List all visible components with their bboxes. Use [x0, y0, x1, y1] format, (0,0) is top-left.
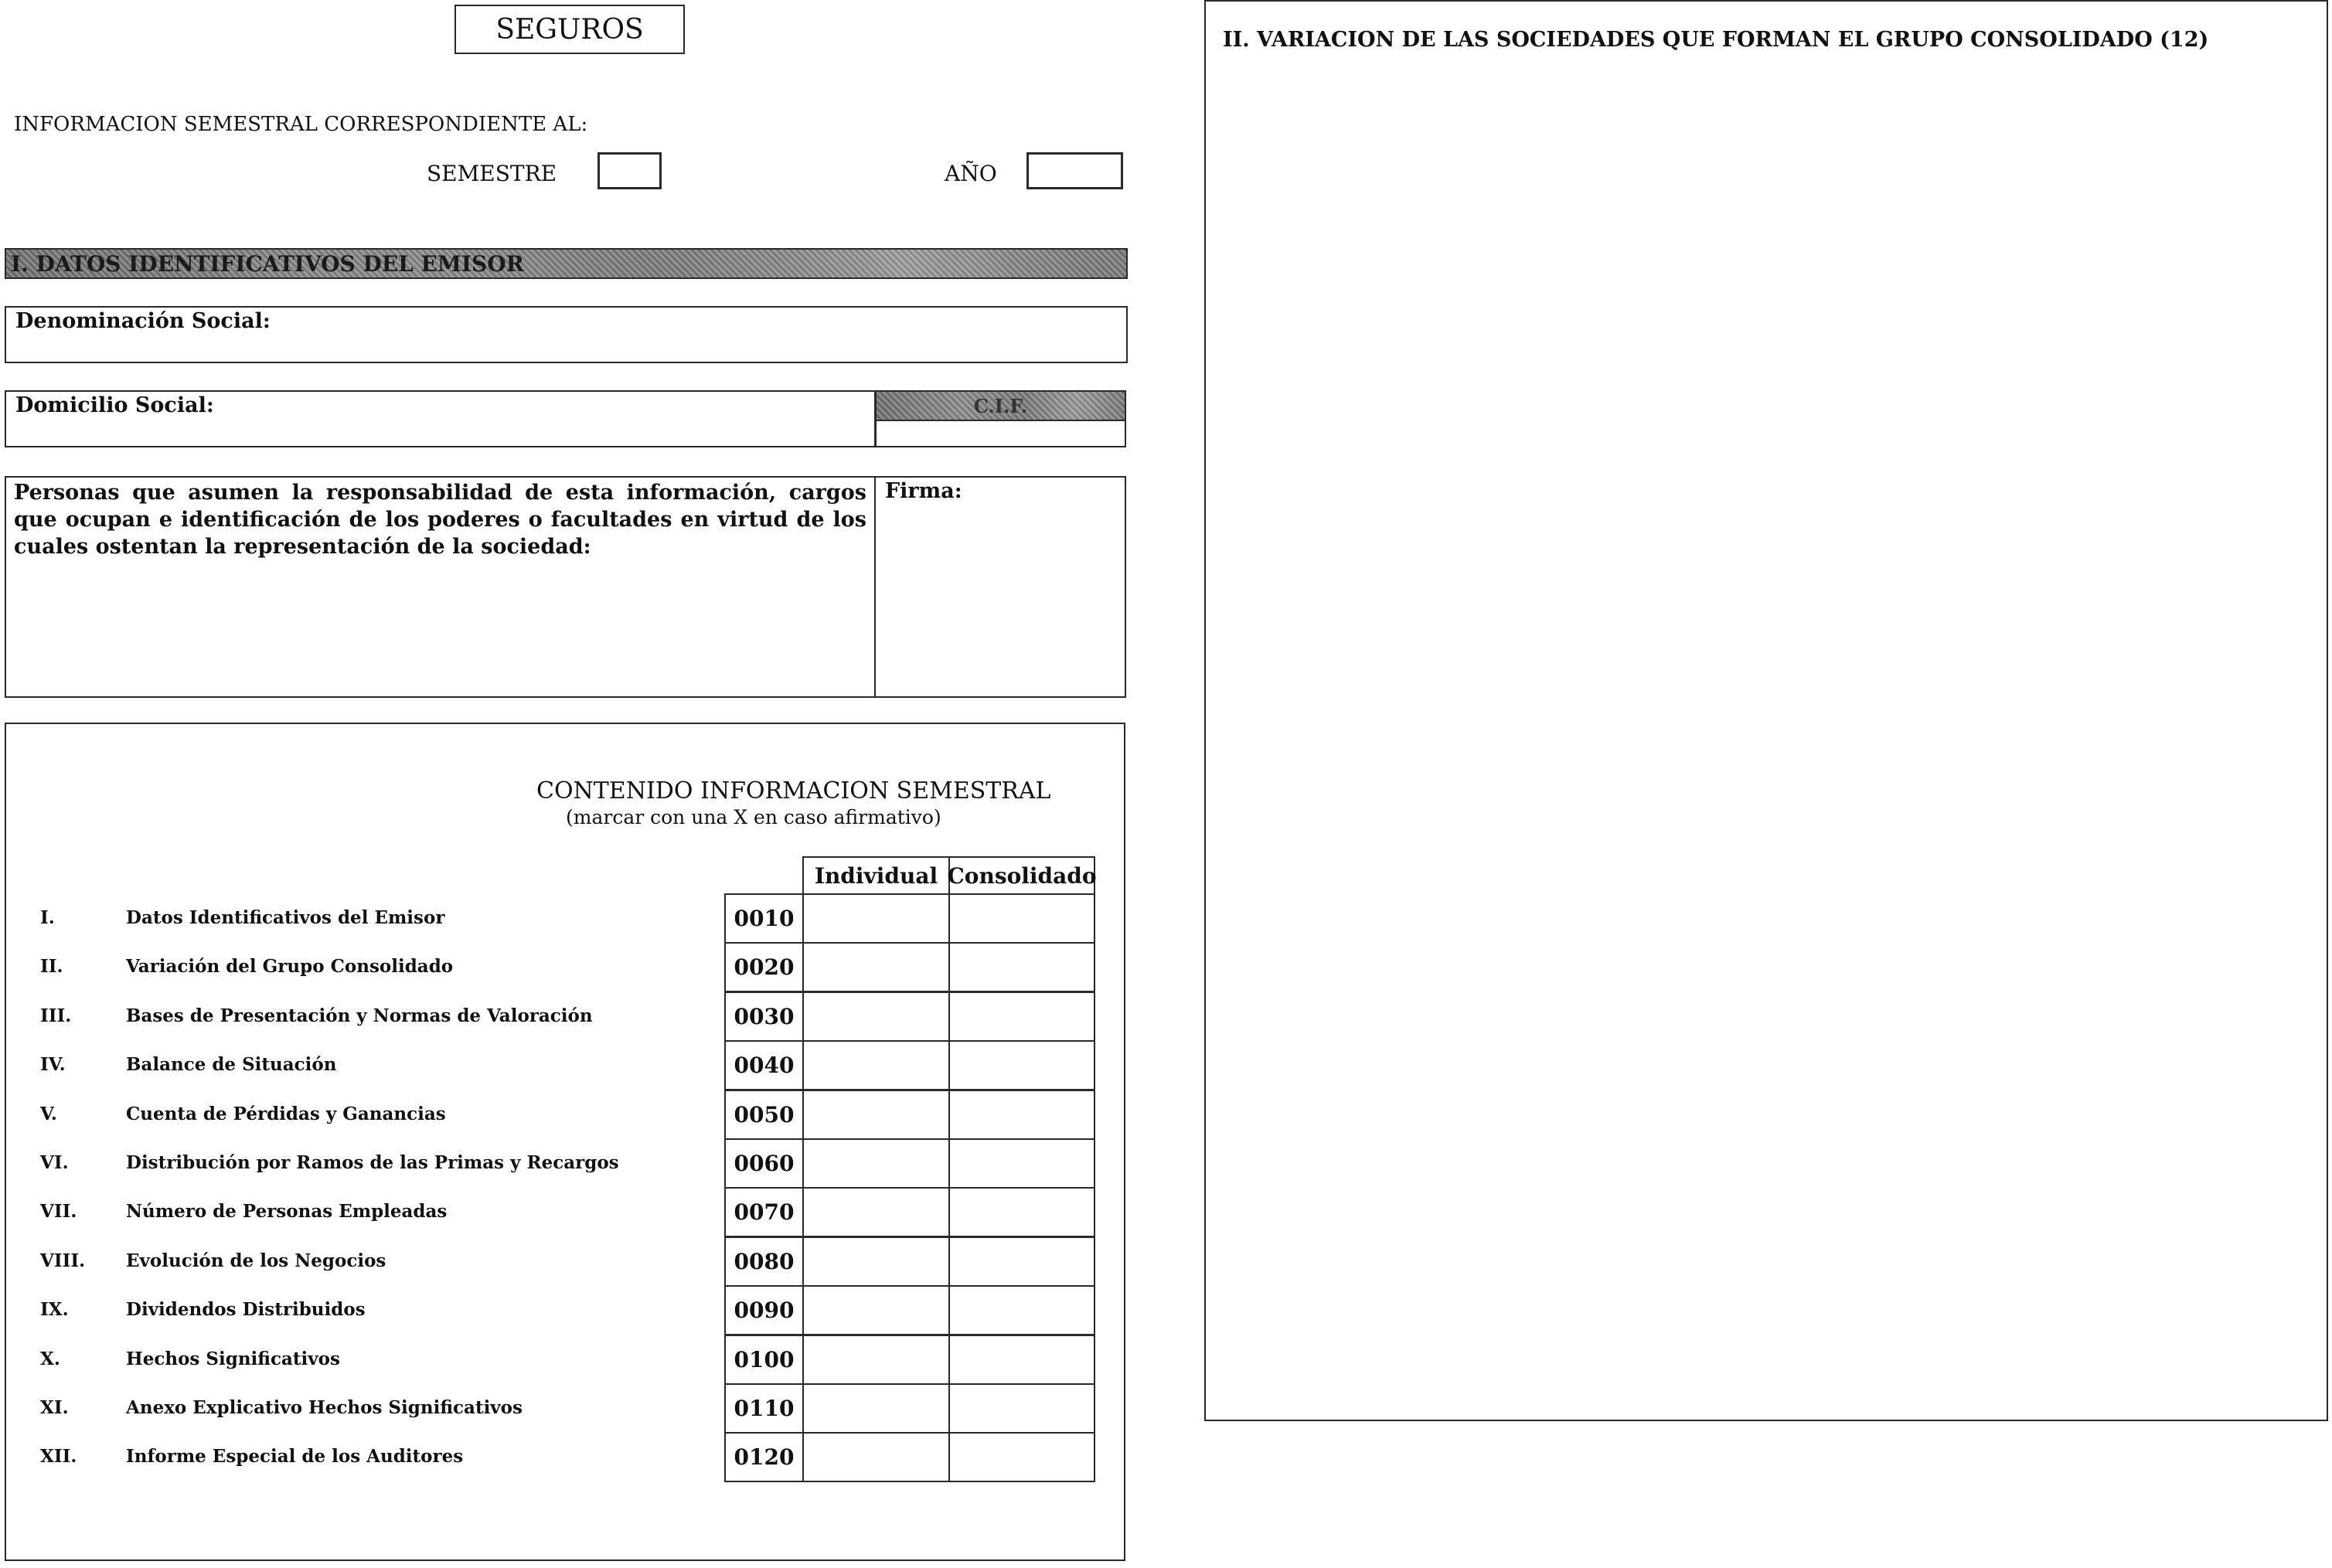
individual-checkbox[interactable]: [802, 1285, 950, 1335]
individual-checkbox[interactable]: [802, 1090, 950, 1140]
individual-checkbox[interactable]: [802, 1138, 950, 1189]
consolidado-checkbox[interactable]: [948, 1040, 1095, 1090]
consolidado-checkbox[interactable]: [948, 893, 1095, 944]
individual-checkbox[interactable]: [802, 1236, 950, 1287]
domicilio-box[interactable]: [5, 390, 876, 447]
cif-box[interactable]: [875, 390, 1126, 447]
consolidado-checkbox[interactable]: [948, 1335, 1095, 1385]
section-i-header: [5, 248, 1128, 279]
row-code: 0020: [724, 942, 804, 992]
row-code: 0060: [724, 1138, 804, 1189]
row-code: 0110: [724, 1383, 804, 1434]
row-label: Informe Especial de los Auditores: [126, 1446, 464, 1467]
section-i-title: I. DATOS IDENTIFICATIVOS DEL EMISOR: [11, 250, 524, 277]
row-label: Evolución de los Negocios: [126, 1250, 386, 1271]
row-number: II.: [40, 956, 63, 977]
individual-checkbox[interactable]: [802, 1040, 950, 1090]
form-title: SEGUROS: [495, 13, 644, 46]
consolidado-checkbox[interactable]: [948, 1383, 1095, 1434]
row-label: Cuenta de Pérdidas y Ganancias: [126, 1104, 446, 1124]
row-code: 0010: [724, 893, 804, 944]
row-code: 0080: [724, 1236, 804, 1287]
row-label: Variación del Grupo Consolidado: [126, 956, 454, 977]
individual-checkbox[interactable]: [802, 1335, 950, 1385]
row-code: 0120: [724, 1432, 804, 1482]
row-code: 0090: [724, 1285, 804, 1335]
row-label: Distribución por Ramos de las Primas y Recargos: [126, 1152, 619, 1173]
row-number: IV.: [40, 1054, 66, 1075]
row-number: VI.: [40, 1152, 69, 1173]
row-label: Bases de Presentación y Normas de Valoración: [126, 1005, 593, 1026]
row-label: Datos Identificativos del Emisor: [126, 907, 445, 928]
denominacion-box[interactable]: [5, 306, 1128, 363]
contenido-subtitle: (marcar con una X en caso afirmativo): [566, 806, 941, 828]
header-individual: Individual: [802, 856, 950, 895]
row-code: 0100: [724, 1335, 804, 1385]
individual-checkbox[interactable]: [802, 1432, 950, 1482]
row-number: V.: [40, 1104, 57, 1124]
row-code: 0030: [724, 991, 804, 1042]
row-number: IX.: [40, 1299, 69, 1320]
row-label: Dividendos Distribuidos: [126, 1299, 366, 1320]
info-semestral-label: INFORMACION SEMESTRAL CORRESPONDIENTE AL:: [14, 113, 588, 136]
ano-label: AÑO: [945, 161, 997, 186]
semestre-label: SEMESTRE: [427, 161, 557, 186]
cif-header: [877, 392, 1125, 421]
individual-checkbox[interactable]: [802, 1383, 950, 1434]
row-label: Balance de Situación: [126, 1054, 337, 1075]
personas-label: Personas que asumen la responsabilidad de esta información, cargos que ocupan e identificación de los poderes o facultades en virtud de los cuales ostentan la representación de la sociedad:: [14, 481, 866, 559]
consolidado-checkbox[interactable]: [948, 1138, 1095, 1189]
denominacion-label: Denominación Social:: [15, 309, 271, 333]
individual-checkbox[interactable]: [802, 893, 950, 944]
row-label: Número de Personas Empleadas: [126, 1201, 448, 1222]
header-consolidado: Consolidado: [948, 856, 1095, 895]
row-number: XI.: [40, 1397, 69, 1418]
row-number: XII.: [40, 1446, 77, 1467]
individual-checkbox[interactable]: [802, 991, 950, 1042]
consolidado-checkbox[interactable]: [948, 991, 1095, 1042]
consolidado-checkbox[interactable]: [948, 1432, 1095, 1482]
form-title-box: [454, 5, 685, 54]
firma-label: Firma:: [885, 479, 962, 503]
consolidado-checkbox[interactable]: [948, 1285, 1095, 1335]
row-number: III.: [40, 1005, 72, 1026]
consolidado-checkbox[interactable]: [948, 1187, 1095, 1237]
row-number: X.: [40, 1349, 60, 1369]
section-ii-title: II. VARIACION DE LAS SOCIEDADES QUE FORMAN EL GRUPO CONSOLIDADO (12): [1223, 28, 2209, 52]
individual-checkbox[interactable]: [802, 942, 950, 992]
consolidado-checkbox[interactable]: [948, 1236, 1095, 1287]
row-code: 0040: [724, 1040, 804, 1090]
row-code: 0050: [724, 1090, 804, 1140]
individual-checkbox[interactable]: [802, 1187, 950, 1237]
row-number: I.: [40, 907, 55, 928]
row-label: Hechos Significativos: [126, 1349, 340, 1369]
contenido-title: CONTENIDO INFORMACION SEMESTRAL: [536, 777, 1051, 804]
ano-input[interactable]: [1026, 152, 1123, 189]
row-code: 0070: [724, 1187, 804, 1237]
personas-box[interactable]: [5, 476, 876, 698]
consolidado-checkbox[interactable]: [948, 942, 1095, 992]
cif-label: C.I.F.: [973, 394, 1028, 417]
semestre-input[interactable]: [597, 152, 662, 189]
row-number: VIII.: [40, 1250, 86, 1271]
firma-box[interactable]: [874, 476, 1126, 698]
domicilio-label: Domicilio Social:: [15, 393, 214, 417]
consolidado-checkbox[interactable]: [948, 1090, 1095, 1140]
section-ii-box[interactable]: [1204, 0, 2328, 1421]
row-label: Anexo Explicativo Hechos Significativos: [126, 1397, 523, 1418]
row-number: VII.: [40, 1201, 77, 1222]
